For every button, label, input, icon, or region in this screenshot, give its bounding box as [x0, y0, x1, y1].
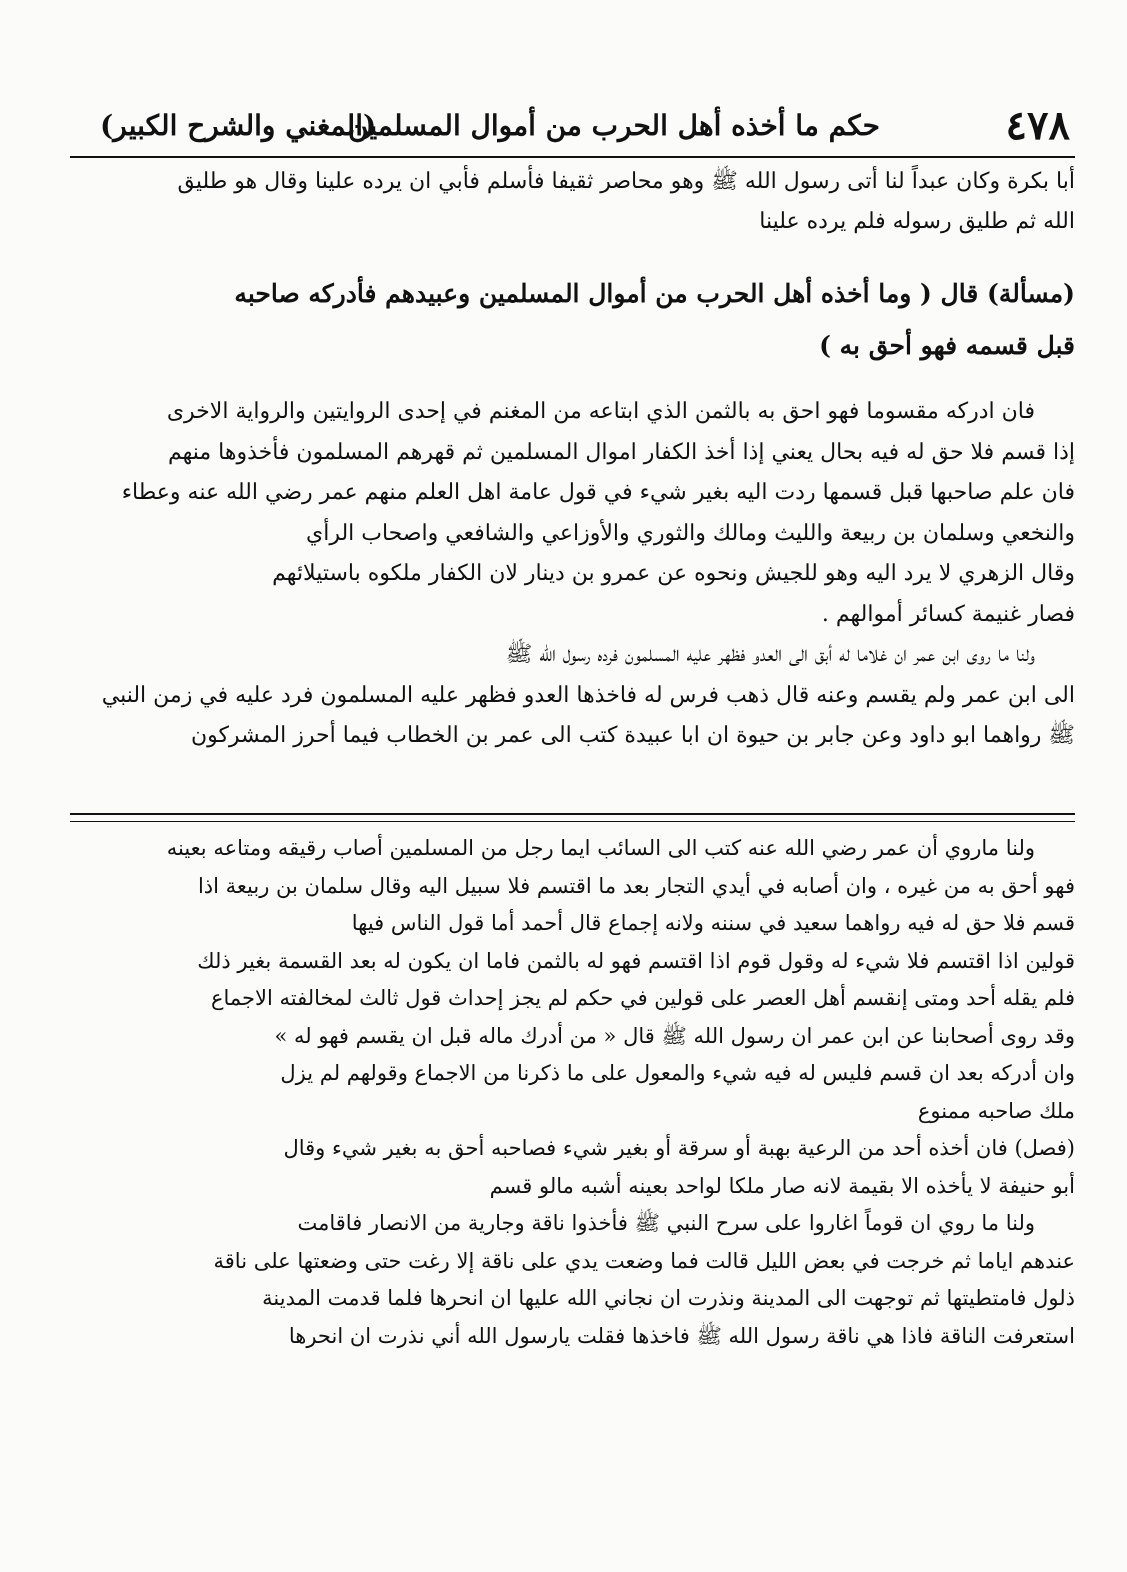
commentary-text [70, 830, 1075, 1355]
text-line: إذا قسم فلا حق له فيه بحال يعني إذا أخذ الكفار اموال المسلمين ثم قهرهم المسلمون فأخذوها منهم [167, 439, 1075, 465]
text-line: أبا بكرة وكان عبداً لنا أتى رسول الله ﷺ وهو محاصر ثقيفا فأسلم فأبي ان يرده علينا وقال هو طليق [177, 169, 1075, 194]
masala-heading [70, 268, 1075, 372]
text-line: ولنا ما روي ان قوماً اغاروا على سرح النبي ﷺ فأخذوا ناقة وجارية من الانصار فاقامت [297, 1211, 1035, 1235]
text-line: الله ثم طليق رسوله فلم يرده علينا [759, 209, 1075, 234]
text-line: ﷺ رواهما ابو داود وعن جابر بن حيوة ان ابا عبيدة كتب الى عمر بن الخطاب فيما أحرز المشركون [190, 723, 1075, 748]
text-line: وقد روى أصحابنا عن ابن عمر ان رسول الله ﷺ قال « من أدرك ماله قبل ان يقسم فهو له » [274, 1023, 1075, 1048]
masala-line [70, 268, 1075, 320]
masala-line: قبل قسمه فهو أحق به ) [819, 331, 1075, 360]
text-line: أبو حنيفة لا يأخذه الا بقيمة لانه صار ملكا لواحد بعينه أشبه مالو قسم [489, 1173, 1075, 1198]
section-divider [70, 813, 1075, 822]
text-line: قولين اذا اقتسم فلا شيء له وقول قوم اذا اقتسم فهو له بالثمن فاما ان يكون له بعد القسمة بغير ذلك [197, 948, 1075, 973]
text-line: ذلول فامتطيتها ثم توجهت الى المدينة ونذرت ان نجاني الله عليها ان انحرها فلما قدمت المدينة [262, 1286, 1075, 1310]
masala-label: (مسألة) [987, 279, 1075, 308]
masala-text: قال ( وما أخذه أهل الحرب من أموال المسلمين وعبيدهم فأدركه صاحبه [234, 279, 979, 308]
page-header [70, 98, 1070, 154]
top-paragraph [70, 162, 1075, 242]
page-number: ٤٧٨ [1005, 102, 1070, 149]
text-line: وقال الزهري لا يرد اليه وهو للجيش ونحوه عن عمرو بن دينار لان الكفار ملكوه باستيلائهم [272, 561, 1075, 586]
text-line: فلم يقله أحد ومتى إنقسم أهل العصر على قولين في حكم لم يجز إحداث قول ثالث لمخالفته الاجماع [210, 986, 1075, 1010]
text-line: فان علم صاحبها قبل قسمها ردت اليه بغير شيء في قول عامة اهل العلم منهم عمر رضي الله عنه وعطاء [121, 480, 1075, 505]
main-text [70, 392, 1075, 757]
text-line: فصار غنيمة كسائر أموالهم . [821, 601, 1075, 627]
text-line: ولنا ماروي أن عمر رضي الله عنه كتب الى السائب ايما رجل من المسلمين أصاب رقيقه ومتاعه بعينه [166, 836, 1035, 860]
text-line: (فصل) فان أخذه أحد من الرعية بهبة أو سرقة أو بغير شيء فصاحبه أحق به بغير شيء وقال [283, 1136, 1075, 1160]
text-line: استعرفت الناقة فاذا هي ناقة رسول الله ﷺ فاخذها فقلت يارسول الله أني نذرت ان انحرها [288, 1323, 1075, 1348]
text-line: والنخعي وسلمان بن ربيعة والليث ومالك والثوري والأوزاعي والشافعي واصحاب الرأي [305, 520, 1075, 546]
text-line: عندهم اياما ثم خرجت في بعض الليل قالت فما وضعت يدي على ناقة إلا رغت حتى وضعتها على ناقة [213, 1248, 1075, 1273]
text-line: قسم فلا حق له فيه رواهما سعيد في سننه ولانه إجماع قال أحمد أما قول الناس فيها [351, 911, 1075, 935]
chapter-title: حكم ما أخذه أهل الحرب من أموال المسلمين [348, 109, 880, 142]
text-line: فان ادركه مقسوما فهو احق به بالثمن الذي ابتاعه من المغنم في إحدى الروايتين والرواية الاخرى [166, 399, 1035, 424]
text-line: ملك صاحبه ممنوع [917, 1098, 1075, 1123]
text-line: الى ابن عمر ولم يقسم وعنه قال ذهب فرس له فاخذها العدو فظهر عليه المسلمون فرد عليه في زمن النبي [101, 682, 1075, 708]
text-line: ولنا ما روى ابن عمر ان غلاما له أبق الى العدو فظهر عليه المسلمون فرده رسول الله ﷺ [505, 642, 1035, 667]
header-rule [70, 156, 1075, 158]
text-line: وان أدركه بعد ان قسم فليس له فيه شيء والمعول على ما ذكرنا من الاجماع وقولهم لم يزل [280, 1061, 1075, 1085]
text-line: فهو أحق به من غيره ، وان أصابه في أيدي التجار بعد ما اقتسم فلا سبيل اليه وقال سلمان بن ربيعة اذا [197, 873, 1075, 898]
book-title: (المغني والشرح الكبير) [100, 109, 377, 142]
